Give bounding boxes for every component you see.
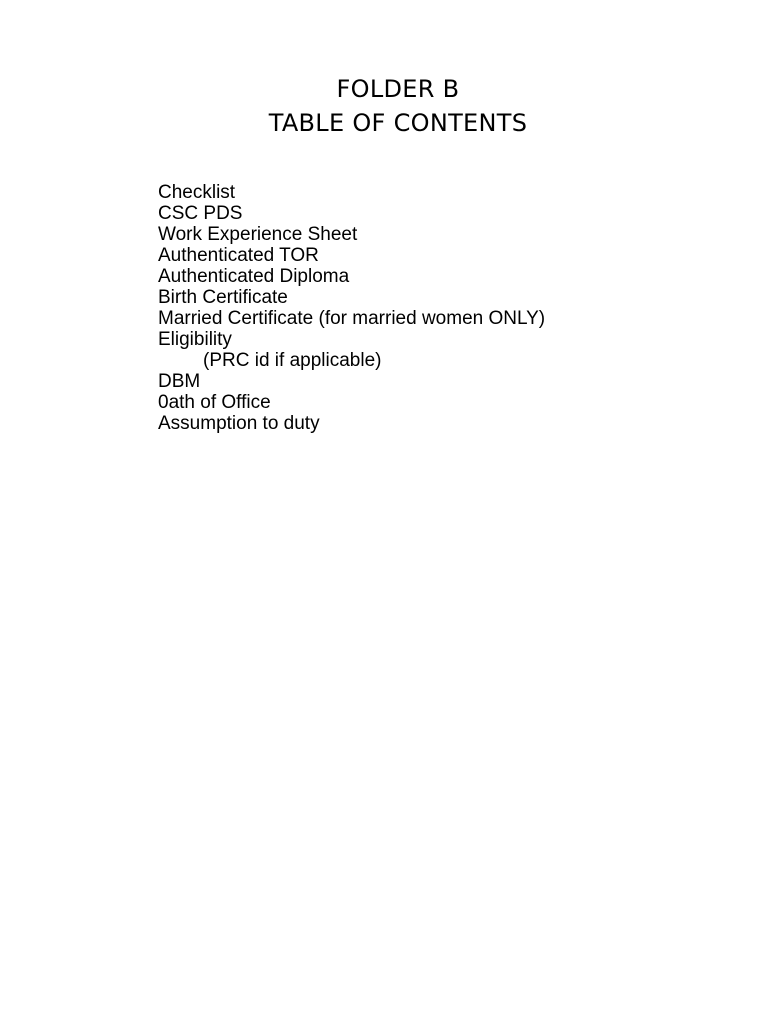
- toc-item-eligibility: Eligibility: [158, 329, 232, 350]
- toc-item-birth-certificate: Birth Certificate: [158, 287, 288, 308]
- toc-item-work-experience-sheet: Work Experience Sheet: [158, 224, 358, 245]
- toc-item-married-certificate: Married Certificate (for married women ONLY): [158, 308, 546, 329]
- toc-item-dbm: DBM: [158, 371, 201, 392]
- toc-item-authenticated-diploma: Authenticated Diploma: [158, 266, 350, 287]
- toc-item-prc-id-note: (PRC id if applicable): [203, 350, 382, 371]
- toc-item-checklist: Checklist: [158, 182, 236, 203]
- toc-item-assumption-to-duty: Assumption to duty: [158, 413, 320, 434]
- toc-item-csc-pds: CSC PDS: [158, 203, 243, 224]
- folder-title: FOLDER B: [336, 75, 460, 103]
- toc-list: [158, 182, 545, 434]
- toc-item-oath-of-office: 0ath of Office: [158, 392, 271, 413]
- toc-title: TABLE OF CONTENTS: [268, 109, 528, 137]
- toc-item-authenticated-tor: Authenticated TOR: [158, 245, 319, 266]
